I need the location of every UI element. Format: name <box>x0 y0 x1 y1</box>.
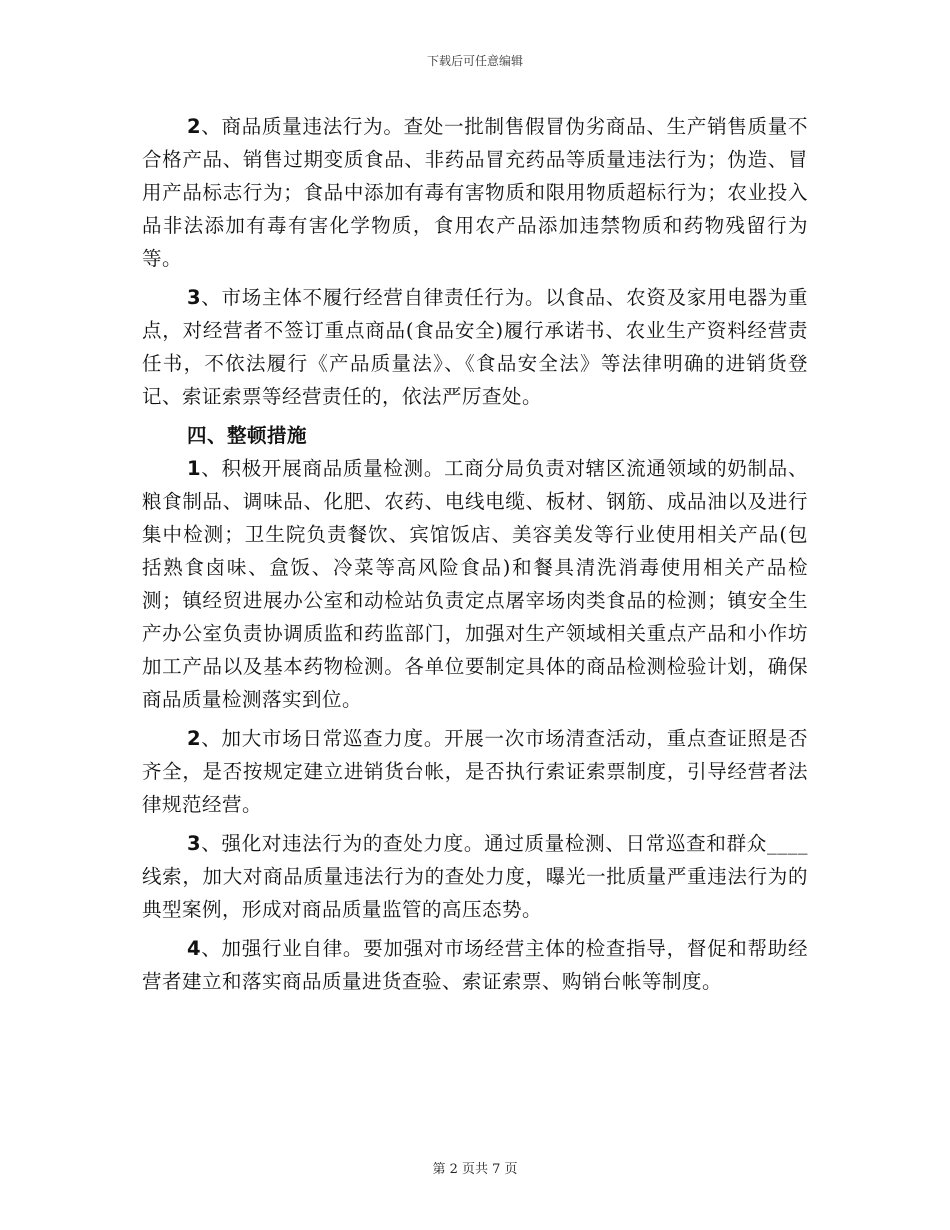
measure-number: 1 <box>187 457 202 480</box>
measure-item <box>142 827 808 926</box>
measure-text: 、积极开展商品质量检测。工商分局负责对辖区流通领域的奶制品、粮食制品、调味品、化肥、农药、电线电缆、板材、钢筋、成品油以及进行集中检测；卫生院负责餐饮、宾馆饭店、美容美发等行业使用相关产品(包括熟食卤味、盒饭、冷菜等高风险食品)和餐具清洗消毒使用相关产品检测；镇经贸进展办公室和动检站负责定点屠宰场肉类食品的检测；镇安全生产办公室负责协调质监和药监部门，加强对生产领域相关重点产品和小作坊加工产品以及基本药物检测。各单位要制定具体的商品检测检验计划，确保商品质量检测落实到位。 <box>142 457 808 711</box>
measure-number: 4 <box>187 937 202 960</box>
measure-text: 、加强行业自律。要加强对市场经营主体的检查指导，督促和帮助经营者建立和落实商品质量进货查验、索证索票、购销台帐等制度。 <box>142 937 808 993</box>
paragraph-violation-selfdiscipline <box>142 281 808 413</box>
measure-text: 、加大市场日常巡查力度。开展一次市场清查活动，重点查证照是否齐全，是否按规定建立进销货台帐，是否执行索证索票制度，引导经营者法律规范经营。 <box>142 727 808 816</box>
measure-text: 、强化对违法行为的查处力度。通过质量检测、日常巡查和群众____线索，加大对商品质量违法行为的查处力度，曝光一批质量严重违法行为的典型案例，形成对商品质量监管的高压态势。 <box>142 832 808 921</box>
page-header: 下载后可任意编辑 <box>426 54 523 68</box>
measure-item <box>142 932 808 998</box>
document-body <box>142 110 808 1004</box>
measure-item <box>142 722 808 821</box>
section-heading: 四、整顿措施 <box>187 424 308 447</box>
paragraph-violation-quality <box>142 110 808 275</box>
paragraph-text: 、商品质量违法行为。查处一批制售假冒伪劣商品、生产销售质量不合格产品、销售过期变质食品、非药品冒充药品等质量违法行为；伪造、冒用产品标志行为；食品中添加有毒有害物质和限用物质超标行为；农业投入品非法添加有毒有害化学物质，食用农产品添加违禁物质和药物残留行为等。 <box>142 115 808 270</box>
paragraph-text: 、市场主体不履行经营自律责任行为。以食品、农资及家用电器为重点，对经营者不签订重点商品(食品安全)履行承诺书、农业生产资料经营责任书，不依法履行《产品质量法》、《食品安全法》等法律明确的进销货登记、索证索票等经营责任的，依法严厉查处。 <box>142 286 808 408</box>
measure-number: 2 <box>187 727 202 750</box>
paragraph-number: 3 <box>187 286 202 309</box>
measure-item <box>142 452 808 716</box>
measure-number: 3 <box>187 832 202 855</box>
page-footer: 第 2 页共 7 页 <box>432 1162 518 1177</box>
paragraph-number: 2 <box>187 115 202 138</box>
